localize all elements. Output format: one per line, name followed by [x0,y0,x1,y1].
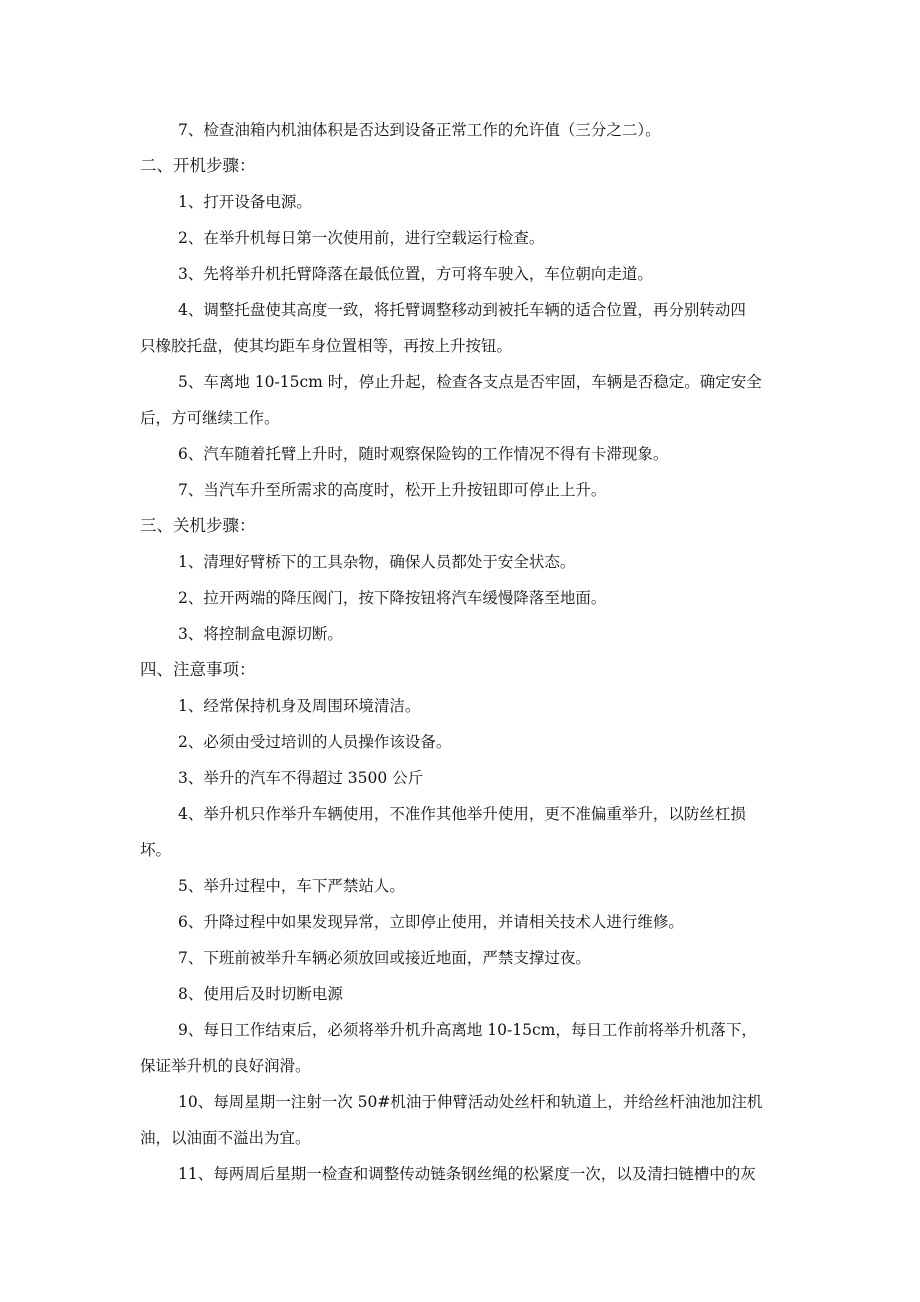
text-line: 1、经常保持机身及周围环境清洁。 [178,697,421,715]
text-line: 9、每日工作结束后，必须将举升机升高离地 10-15cm，每日工作前将举升机落下， [178,1021,757,1039]
section-heading-shutdown: 三、关机步骤： [140,516,256,535]
text-line: 6、升降过程中如果发现异常，立即停止使用，并请相关技术人进行维修。 [178,913,684,931]
section-heading-startup: 二、开机步骤： [140,156,256,175]
text-line: 3、将控制盒电源切断。 [178,625,343,643]
text-line: 4、调整托盘使其高度一致，将托臂调整移动到被托车辆的适合位置，再分别转动四 [178,301,746,319]
text-line: 油，以油面不溢出为宜。 [140,1129,311,1147]
text-line: 坏。 [140,841,172,859]
text-line: 2、拉开两端的降压阀门，按下降按钮将汽车缓慢降落至地面。 [178,589,607,607]
text-line: 6、汽车随着托臂上升时，随时观察保险钩的工作情况不得有卡滞现象。 [178,445,669,463]
text-line: 保证举升机的良好润滑。 [140,1057,311,1075]
text-line: 5、举升过程中，车下严禁站人。 [178,877,405,895]
text-line: 3、先将举升机托臂降落在最低位置，方可将车驶入，车位朝向走道。 [178,265,653,283]
text-line: 10、每周星期一注射一次 50#机油于伸臂活动处丝杆和轨道上，并给丝杆油池加注机 [178,1093,763,1111]
text-line: 后，方可继续工作。 [140,409,280,427]
text-line: 7、当汽车升至所需求的高度时，松开上升按钮即可停止上升。 [178,481,607,499]
text-line: 7、下班前被举升车辆必须放回或接近地面，严禁支撑过夜。 [178,949,591,967]
text-line: 1、清理好臂桥下的工具杂物，确保人员都处于安全状态。 [178,553,576,571]
text-line: 1、打开设备电源。 [178,193,312,211]
section-heading-precautions: 四、注意事项： [140,660,256,679]
text-line: 2、必须由受过培训的人员操作该设备。 [178,733,452,751]
text-line: 4、举升机只作举升车辆使用，不准作其他举升使用，更不准偏重举升，以防丝杠损 [178,805,746,823]
text-line: 3、举升的汽车不得超过 3500 公斤 [178,769,424,787]
text-line: 8、使用后及时切断电源 [178,985,343,1003]
text-line: 5、车离地 10-15cm 时，停止升起，检查各支点是否牢固，车辆是否稳定。确定安全 [178,373,762,391]
text-line: 2、在举升机每日第一次使用前，进行空载运行检查。 [178,229,545,247]
text-line: 7、检查油箱内机油体积是否达到设备正常工作的允许值（三分之二）。 [178,121,661,139]
document-body [140,112,776,1192]
text-line: 只橡胶托盘，使其均距车身位置相等，再按上升按钮。 [140,337,513,355]
text-line: 11、每两周后星期一检查和调整传动链条钢丝绳的松紧度一次，以及清扫链槽中的灰 [178,1165,756,1183]
